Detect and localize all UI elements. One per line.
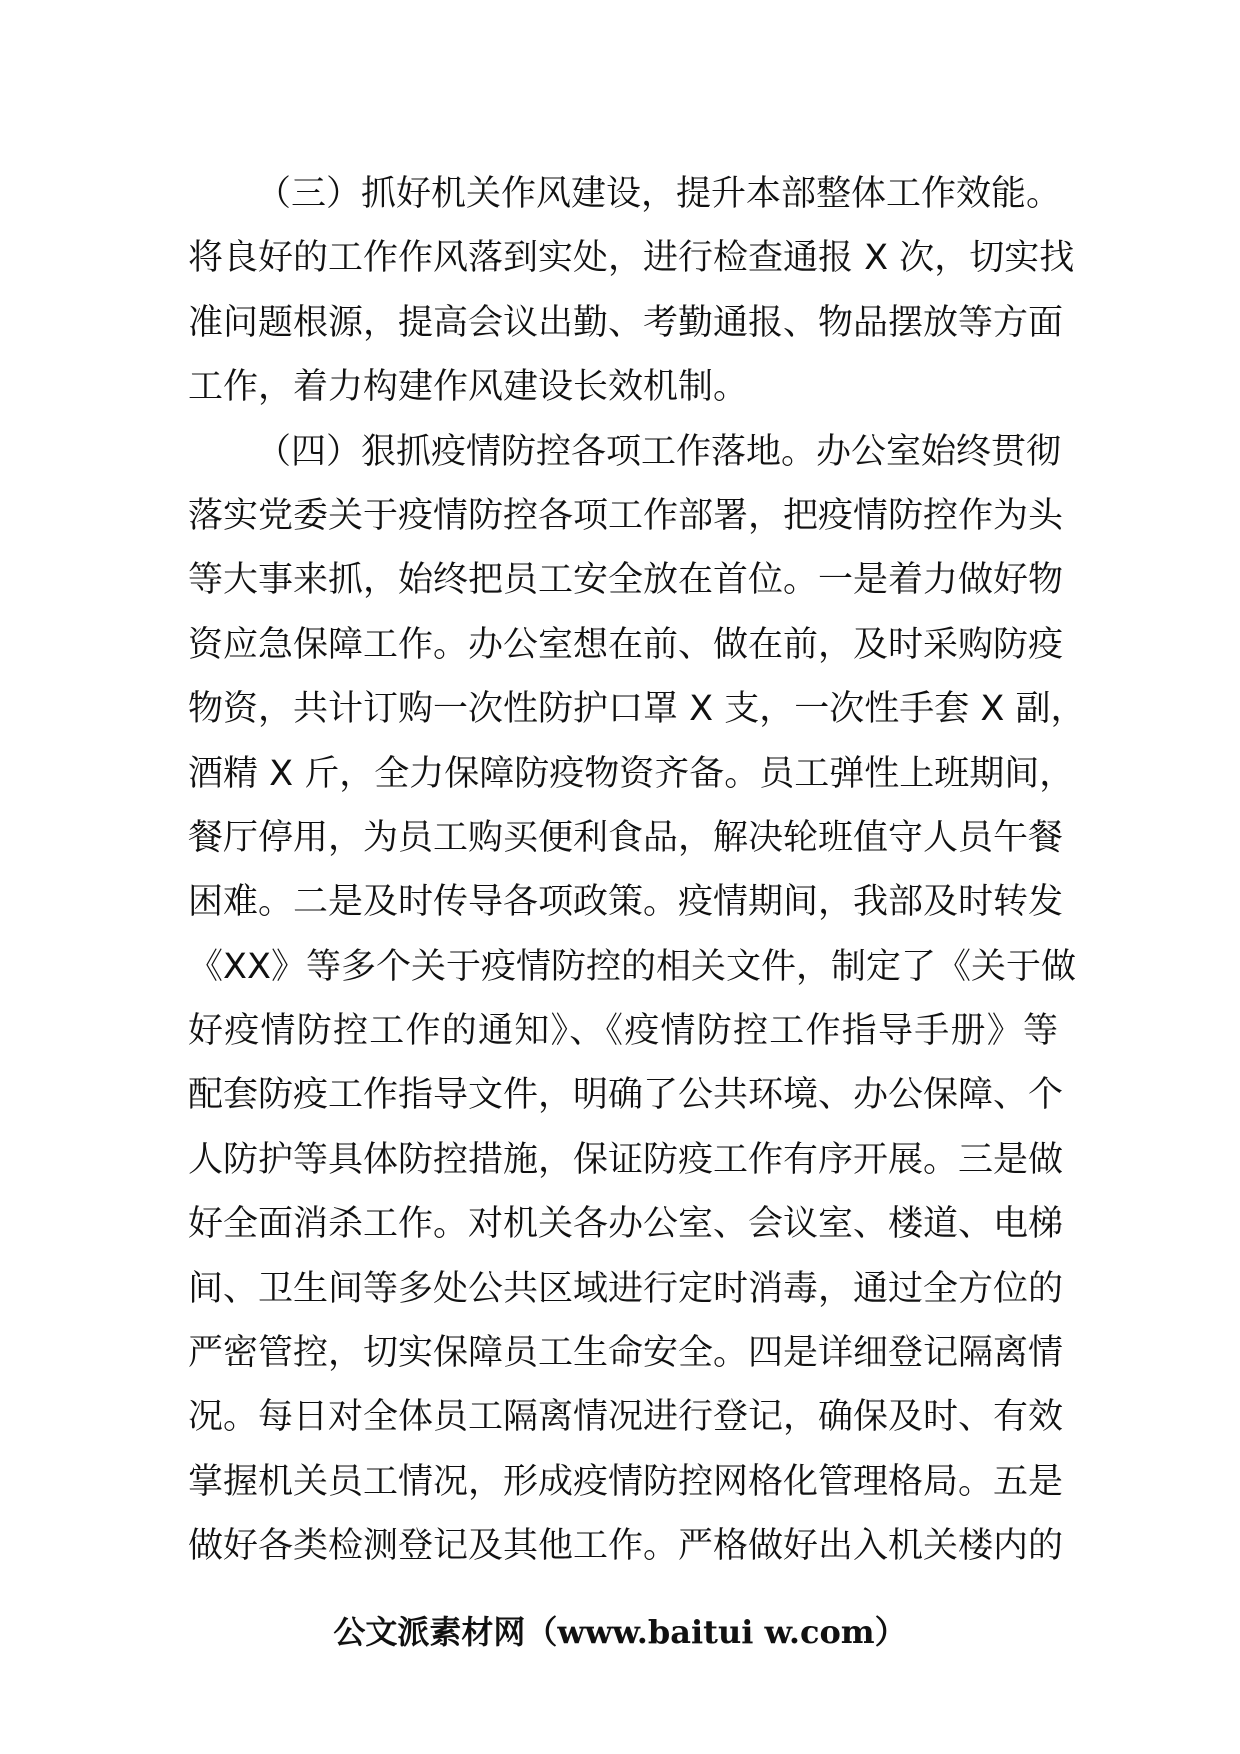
paragraph-3-line-2: 将良好的工作作风落到实处，进行检查通报 X 次，切实找	[188, 238, 1075, 279]
paragraph-4-line-8: 困难。二是及时传导各项政策。疫情期间，我部及时转发	[188, 882, 1064, 923]
document-body	[188, 162, 1086, 1579]
paragraph-4-line-15: 严密管控，切实保障员工生命安全。四是详细登记隔离情	[188, 1333, 1064, 1374]
paragraph-3-line-1: （三）抓好机关作风建设，提升本部整体工作效能。	[256, 174, 1062, 214]
paragraph-4-line-11: 配套防疫工作指导文件，明确了公共环境、办公保障、个	[188, 1075, 1064, 1116]
paragraph-4-line-3: 等大事来抓，始终把员工安全放在首位。一是着力做好物	[188, 560, 1064, 601]
paragraph-4-line-10: 好疫情防控工作的通知》、《疫情防控工作指导手册》等	[188, 1011, 1058, 1052]
paragraph-4-line-13: 好全面消杀工作。对机关各办公室、会议室、楼道、电梯	[188, 1204, 1064, 1245]
paragraph-4-line-6: 酒精 X 斤，全力保障防疫物资齐备。员工弹性上班期间，	[188, 753, 1075, 794]
paragraph-4-line-5: 物资，共计订购一次性防护口罩 X 支，一次性手套 X 副，	[188, 689, 1086, 730]
paragraph-4-line-7: 餐厅停用，为员工购买便利食品，解决轮班值守人员午餐	[188, 817, 1064, 858]
paragraph-4-line-1: （四）狠抓疫情防控各项工作落地。办公室始终贯彻	[256, 431, 1062, 472]
paragraph-3-line-3: 准问题根源，提高会议出勤、考勤通报、物品摆放等方面	[188, 302, 1064, 343]
footer-watermark: 公文派素材网（www.baitui w.com）	[333, 1613, 907, 1651]
paragraph-4-line-17: 掌握机关员工情况，形成疫情防控网格化管理格局。五是	[188, 1461, 1064, 1502]
paragraph-4-line-18: 做好各类检测登记及其他工作。严格做好出入机关楼内的	[188, 1526, 1064, 1567]
paragraph-4-line-14: 间、卫生间等多处公共区域进行定时消毒，通过全方位的	[188, 1268, 1064, 1309]
paragraph-4-line-2: 落实党委关于疫情防控各项工作部署，把疫情防控作为头	[188, 495, 1064, 536]
paragraph-4-line-4: 资应急保障工作。办公室想在前、做在前，及时采购防疫	[188, 624, 1064, 665]
paragraph-4-line-16: 况。每日对全体员工隔离情况进行登记，确保及时、有效	[188, 1397, 1064, 1438]
paragraph-3-line-4: 工作，着力构建作风建设长效机制。	[188, 367, 749, 408]
paragraph-4-line-12: 人防护等具体防控措施，保证防疫工作有序开展。三是做	[188, 1139, 1064, 1180]
paragraph-4-line-9: 《XX》等多个关于疫情防控的相关文件，制定了《关于做	[188, 946, 1076, 987]
